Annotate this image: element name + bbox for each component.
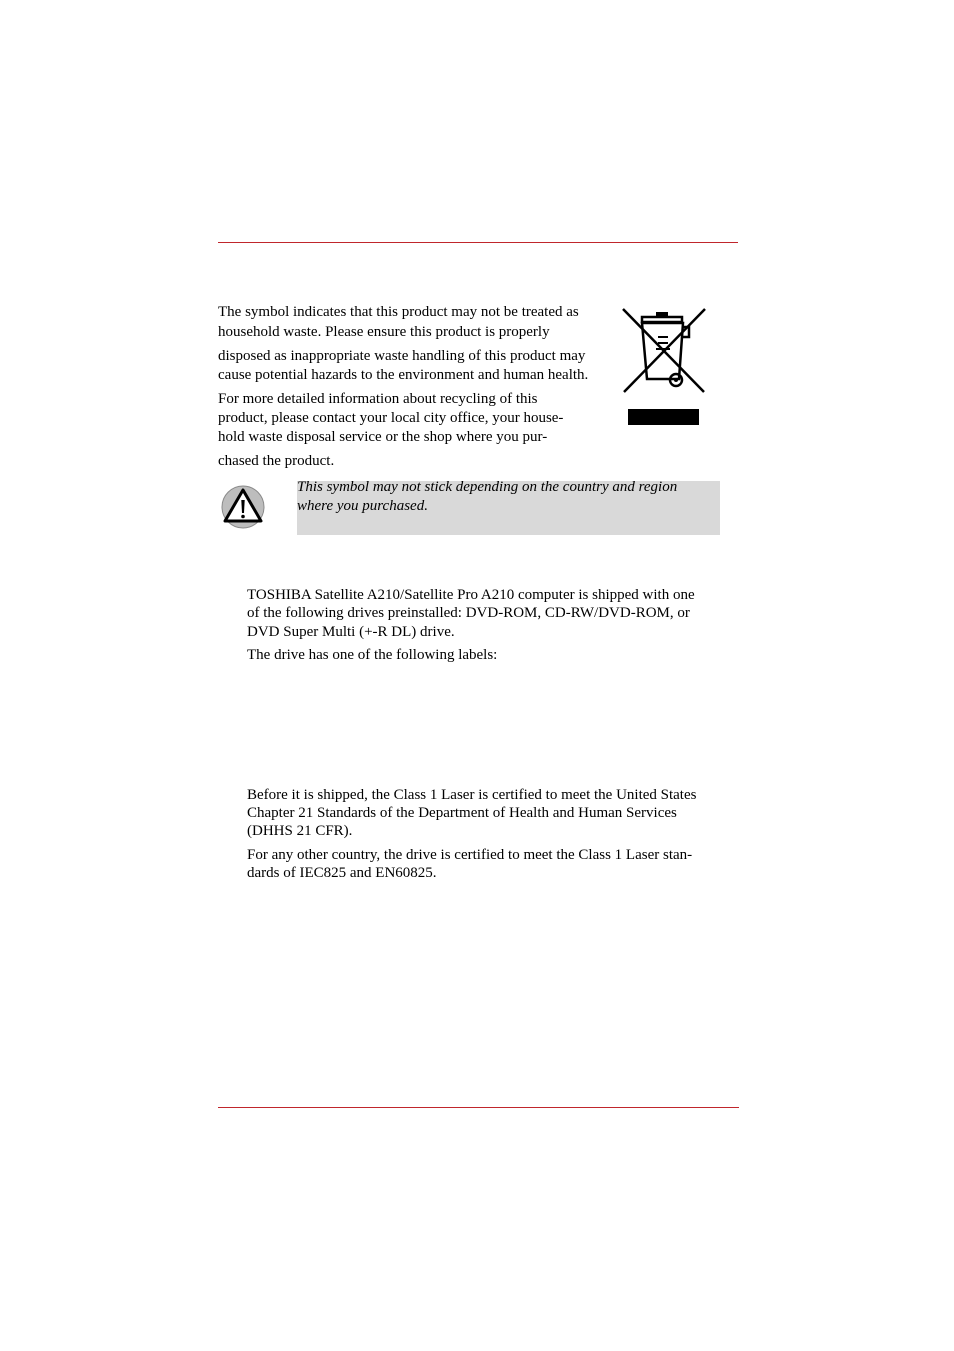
text-line: household waste. Please ensure this product is properly <box>218 324 550 340</box>
text-line: dards of IEC825 and EN60825. <box>247 865 437 881</box>
text-line: For more detailed information about recycling of this <box>218 391 538 407</box>
text-line: DVD Super Multi (+-R DL) drive. <box>247 624 455 640</box>
text-line: chased the product. <box>218 453 335 469</box>
text-line: hold waste disposal service or the shop where you pur- <box>218 429 548 445</box>
text-line: For any other country, the drive is certified to meet the Class 1 Laser stan- <box>247 847 693 863</box>
text-line: cause potential hazards to the environment and human health. <box>218 367 589 383</box>
text-line: TOSHIBA Satellite A210/Satellite Pro A210 computer is shipped with one <box>247 587 695 603</box>
note-line: This symbol may not stick depending on the country and region <box>297 479 678 495</box>
text-line: The symbol indicates that this product may not be treated as <box>218 304 579 320</box>
footer-rule <box>218 1107 739 1108</box>
text-line: (DHHS 21 CFR). <box>247 823 353 839</box>
header-rule <box>218 242 738 243</box>
text-line: product, please contact your local city office, your house- <box>218 410 564 426</box>
text-line: disposed as inappropriate waste handling of this product may <box>218 348 586 364</box>
text-line: The drive has one of the following labels: <box>247 647 498 663</box>
caution-note <box>297 481 720 535</box>
text-line: Chapter 21 Standards of the Department of Health and Human Services <box>247 805 677 821</box>
caution-triangle-icon <box>220 484 266 530</box>
text-line: of the following drives preinstalled: DVD-ROM, CD-RW/DVD-ROM, or <box>247 605 690 621</box>
crossed-out-wheelie-bin-icon <box>620 307 708 429</box>
text-line: Before it is shipped, the Class 1 Laser is certified to meet the United States <box>247 787 697 803</box>
note-line: where you purchased. <box>297 498 428 514</box>
